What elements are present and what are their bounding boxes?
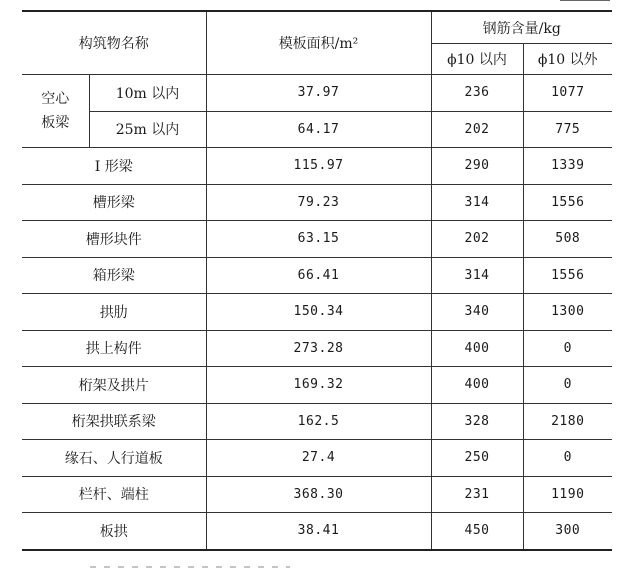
table-row (22, 184, 612, 221)
steel-within-cell: 202 (431, 111, 523, 148)
structure-name-cell: 槽形梁 (22, 184, 206, 221)
steel-within-cell: 202 (431, 221, 523, 258)
steel-beyond-cell: 0 (523, 440, 612, 477)
table-row (22, 75, 612, 112)
structure-name-cell: 缘石、人行道板 (22, 440, 206, 477)
table-row (22, 367, 612, 404)
steel-beyond-cell: 508 (523, 221, 612, 258)
structure-name-cell: 板拱 (22, 513, 206, 550)
header-steel-beyond: ϕ10 以外 (523, 44, 612, 75)
group-label-hollow-slab (22, 75, 89, 148)
steel-beyond-cell: 300 (523, 513, 612, 550)
steel-within-cell: 290 (431, 148, 523, 185)
area-cell: 115.97 (206, 148, 431, 185)
table-container (22, 10, 612, 551)
header-formwork-area: 模板面积/m² (206, 11, 431, 75)
area-cell: 150.34 (206, 294, 431, 331)
table-row (22, 330, 612, 367)
steel-beyond-cell: 0 (523, 367, 612, 404)
steel-beyond-cell: 1556 (523, 257, 612, 294)
steel-beyond-cell: 1190 (523, 476, 612, 513)
header-row-1 (22, 11, 612, 44)
header-steel-within: ϕ10 以内 (431, 44, 523, 75)
table-row (22, 221, 612, 258)
structure-name-cell: 槽形块件 (22, 221, 206, 258)
table-row (22, 440, 612, 477)
steel-beyond-cell: 1077 (523, 75, 612, 112)
structure-name-cell: 桁架拱联系梁 (22, 403, 206, 440)
steel-within-cell: 236 (431, 75, 523, 112)
area-cell: 27.4 (206, 440, 431, 477)
table-row (22, 513, 612, 550)
area-cell: 368.30 (206, 476, 431, 513)
steel-beyond-cell: 1300 (523, 294, 612, 331)
structure-name-cell: I 形梁 (22, 148, 206, 185)
group-label-text: 空心板梁 (41, 91, 70, 131)
area-cell: 37.97 (206, 75, 431, 112)
structure-name-cell: 拱肋 (22, 294, 206, 331)
steel-within-cell: 231 (431, 476, 523, 513)
steel-within-cell: 340 (431, 294, 523, 331)
steel-within-cell: 400 (431, 330, 523, 367)
steel-beyond-cell: 1339 (523, 148, 612, 185)
page-edge-line (560, 0, 610, 4)
steel-within-cell: 328 (431, 403, 523, 440)
area-cell: 169.32 (206, 367, 431, 404)
steel-beyond-cell: 1556 (523, 184, 612, 221)
table-row (22, 148, 612, 185)
table-row (22, 403, 612, 440)
header-structure-name: 构筑物名称 (22, 11, 206, 75)
sub-label: 10m 以内 (89, 75, 206, 112)
area-cell: 38.41 (206, 513, 431, 550)
page-edge-fragment (90, 566, 290, 568)
steel-within-cell: 250 (431, 440, 523, 477)
steel-within-cell: 314 (431, 184, 523, 221)
table-row (22, 111, 612, 148)
steel-within-cell: 450 (431, 513, 523, 550)
steel-within-cell: 400 (431, 367, 523, 404)
table-row (22, 294, 612, 331)
area-cell: 273.28 (206, 330, 431, 367)
steel-beyond-cell: 775 (523, 111, 612, 148)
area-cell: 63.15 (206, 221, 431, 258)
steel-beyond-cell: 2180 (523, 403, 612, 440)
table-row (22, 257, 612, 294)
sub-label: 25m 以内 (89, 111, 206, 148)
formwork-steel-table (22, 10, 612, 551)
structure-name-cell: 箱形梁 (22, 257, 206, 294)
structure-name-cell: 栏杆、端柱 (22, 476, 206, 513)
area-cell: 66.41 (206, 257, 431, 294)
area-cell: 162.5 (206, 403, 431, 440)
area-cell: 79.23 (206, 184, 431, 221)
header-steel-content: 钢筋含量/kg (431, 11, 612, 44)
structure-name-cell: 桁架及拱片 (22, 367, 206, 404)
table-row (22, 476, 612, 513)
steel-within-cell: 314 (431, 257, 523, 294)
steel-beyond-cell: 0 (523, 330, 612, 367)
area-cell: 64.17 (206, 111, 431, 148)
structure-name-cell: 拱上构件 (22, 330, 206, 367)
